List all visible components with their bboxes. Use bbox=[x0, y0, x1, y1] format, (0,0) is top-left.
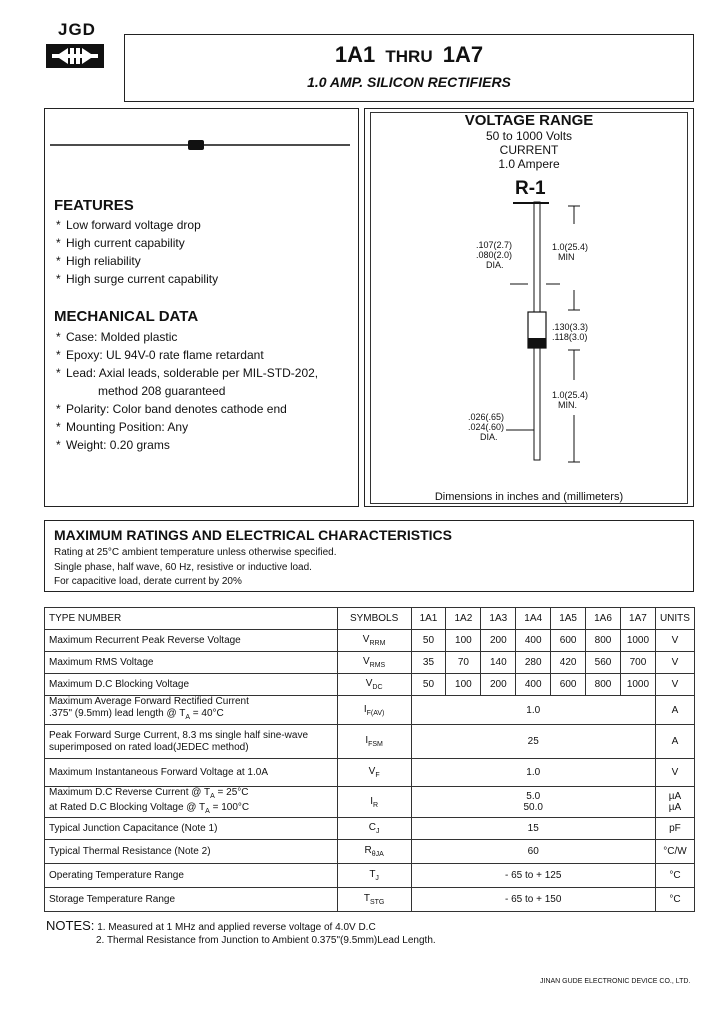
table-header-row bbox=[45, 608, 695, 630]
logo-mark-icon bbox=[46, 44, 104, 68]
mechanical-list bbox=[56, 328, 318, 454]
features-list bbox=[56, 216, 218, 288]
list-item: method 208 guaranteed bbox=[98, 384, 226, 398]
ratings-line-3: For capacitive load, derate current by 20% bbox=[54, 576, 242, 587]
header-type: TYPE NUMBER bbox=[45, 608, 338, 630]
package-drawing bbox=[370, 200, 688, 490]
list-item: * Polarity: Color band denotes cathode end bbox=[56, 402, 287, 416]
header-1a7: 1A7 bbox=[620, 608, 655, 630]
header-1a5: 1A5 bbox=[551, 608, 586, 630]
notes-label: NOTES: bbox=[46, 918, 95, 933]
list-item: * Weight: 0.20 grams bbox=[56, 438, 170, 452]
header-symbols: SYMBOLS bbox=[337, 608, 411, 630]
header-units: UNITS bbox=[655, 608, 694, 630]
footer: JINAN GUDE ELECTRONIC DEVICE CO., LTD. bbox=[540, 978, 691, 985]
list-item: * Epoxy: UL 94V-0 rate flame retardant bbox=[56, 348, 264, 362]
table-row: Typical Thermal Resistance (Note 2) $R_{\theta JA}$ 60 °C/W bbox=[45, 840, 695, 864]
ratings-title: MAXIMUM RATINGS AND ELECTRICAL CHARACTERISTICS bbox=[54, 527, 452, 543]
features-title: FEATURES bbox=[54, 197, 134, 214]
list-item: * High reliability bbox=[56, 254, 141, 268]
table-row: Maximum D.C Reverse Current @ $T_A = 25^\circ C$ at Rated D.C Blocking Voltage @ $T_A = 100^\circ C$ $I_R$ 5.0 50.0 µA µA bbox=[45, 787, 695, 818]
table-row: Peak Forward Surge Current, 8.3 ms single half sine-wave superimposed on rated load(JEDEC method) $I_{FSM}$ 25 A bbox=[45, 725, 695, 759]
list-item: * High surge current capability bbox=[56, 272, 219, 286]
header-1a2: 1A2 bbox=[446, 608, 481, 630]
table-row: Maximum Average Forward Rectified Current .375" (9.5mm) lead length @ $T_A = 40^\circ C$ $I_{F(AV)}$ 1.0 A bbox=[45, 696, 695, 725]
table-row: Operating Temperature Range $T_J$ - 65 to + 125 °C bbox=[45, 864, 695, 888]
list-item: * Mounting Position: Any bbox=[56, 420, 189, 434]
subtitle: 1.0 AMP. SILICON RECTIFIERS bbox=[307, 74, 511, 90]
table-row: Maximum Instantaneous Forward Voltage at 1.0A $V_F$ 1.0 V bbox=[45, 759, 695, 787]
dim-wire: .026(.65) .024(.60) DIA. bbox=[468, 412, 505, 442]
table-row: Storage Temperature Range $T_{STG}$ - 65 to + 150 °C bbox=[45, 888, 695, 912]
package-name: R-1 bbox=[515, 178, 546, 199]
current-value: 1.0 Ampere bbox=[498, 157, 560, 171]
page-title bbox=[124, 42, 694, 68]
voltage-range-volts: 50 to 1000 Volts bbox=[485, 129, 573, 143]
list-item: * High current capability bbox=[56, 236, 185, 250]
ratings-line-2: Single phase, half wave, 60 Hz, resistive or inductive load. bbox=[54, 562, 312, 573]
mechanical-title: MECHANICAL DATA bbox=[54, 308, 199, 325]
header-1a6: 1A6 bbox=[586, 608, 621, 630]
note-2: 2. Thermal Resistance from Junction to Ambient 0.375"(9.5mm)Lead Length. bbox=[96, 935, 436, 946]
header-1a1: 1A1 bbox=[411, 608, 446, 630]
ratings-line-1: Rating at 25°C ambient temperature unless otherwise specified. bbox=[54, 547, 337, 558]
thru-word: THRU bbox=[385, 47, 433, 66]
note-1: 1. Measured at 1 MHz and applied reverse voltage of 4.0V D.C bbox=[97, 922, 376, 933]
part-end: 1A7 bbox=[442, 42, 484, 67]
dimension-note: Dimensions in inches and (millimeters) bbox=[434, 491, 624, 503]
dim-bot-len: 1.0(25.4) MIN. bbox=[552, 390, 589, 410]
part-start: 1A1 bbox=[334, 42, 376, 67]
current-label: CURRENT bbox=[499, 143, 559, 157]
dim-top-len: 1.0(25.4) MIN bbox=[552, 242, 589, 262]
spec-table bbox=[44, 607, 695, 912]
voltage-range bbox=[370, 112, 688, 171]
dim-body: .130(3.3) .118(3.0) bbox=[552, 322, 589, 342]
logo-text: JGD bbox=[58, 20, 96, 39]
header-1a3: 1A3 bbox=[481, 608, 516, 630]
table-row: Maximum Recurrent Peak Reverse Voltage $V_{RRM}$ 50 100 200 400 600 800 1000 V bbox=[45, 630, 695, 652]
voltage-range-title: VOLTAGE RANGE bbox=[464, 112, 594, 129]
diode-photo-icon bbox=[50, 138, 350, 152]
table-row: Maximum D.C Blocking Voltage $V_{DC}$ 50 100 200 400 600 800 1000 V bbox=[45, 674, 695, 696]
list-item: * Low forward voltage drop bbox=[56, 218, 201, 232]
table-row: Typical Junction Capacitance (Note 1) $C_J$ 15 pF bbox=[45, 818, 695, 840]
notes bbox=[46, 918, 436, 946]
list-item: * Case: Molded plastic bbox=[56, 330, 178, 344]
table-row: Maximum RMS Voltage $V_{RMS}$ 35 70 140 280 420 560 700 V bbox=[45, 652, 695, 674]
list-item: * Lead: Axial leads, solderable per MIL-STD-202, bbox=[56, 366, 319, 380]
dim-lead-dia: .107(2.7) .080(2.0) DIA. bbox=[476, 240, 513, 270]
header-1a4: 1A4 bbox=[516, 608, 551, 630]
